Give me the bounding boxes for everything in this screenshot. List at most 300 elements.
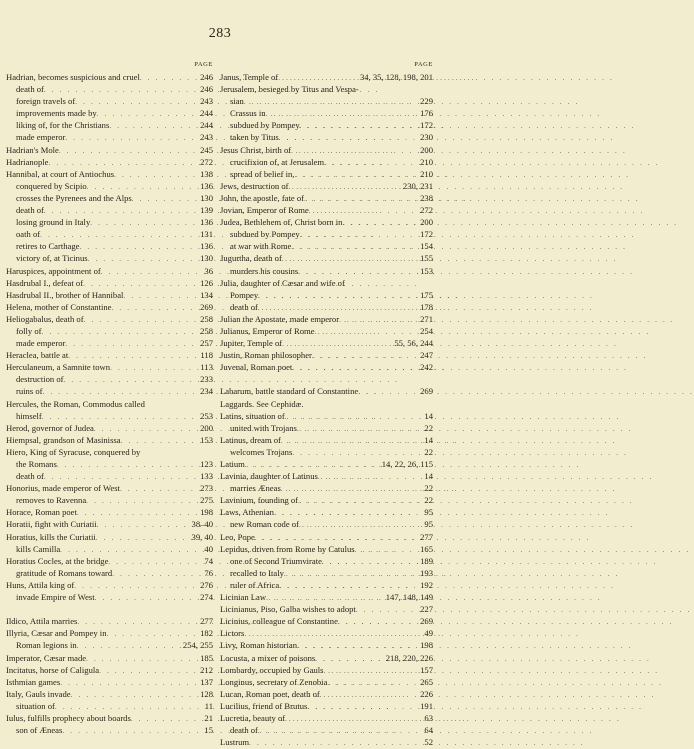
dot-leader <box>140 72 198 84</box>
entry-page-number: 246 <box>200 72 213 82</box>
entry-page-number: 136 <box>200 180 213 191</box>
entry-page-number: 134 <box>200 289 213 300</box>
entry-text: subdued by Pompey <box>230 120 300 131</box>
index-subentry <box>220 228 433 240</box>
entry-page-number: 269 <box>200 301 213 312</box>
entry-page-number: 185 <box>200 652 213 663</box>
dot-leader <box>90 217 198 229</box>
dot-leader <box>96 532 190 544</box>
entry-page-number: 269 <box>420 616 433 627</box>
entry-text: destruction of <box>16 374 64 385</box>
entry-page-number: 172 <box>420 229 433 240</box>
index-subentry <box>220 579 433 591</box>
entry-text: Laws, Athenian <box>220 507 274 518</box>
dot-leader <box>292 362 418 374</box>
index-subentry <box>6 567 213 579</box>
entry-text: Justin, Roman philosopher <box>220 350 312 361</box>
entry-text: Haruspices, appointment of <box>6 265 101 276</box>
entry-page-number: 153 <box>200 434 213 445</box>
dot-leader <box>97 519 190 531</box>
entry-page-number: 130 <box>200 192 213 203</box>
entry-text: Lucilius, friend of Brutus <box>220 700 308 711</box>
dot-leader <box>86 495 198 507</box>
index-entry <box>6 71 213 83</box>
index-entry <box>220 652 433 664</box>
dot-leader <box>304 193 418 205</box>
entry-text: Hannibal, at court of Antiochus <box>6 168 115 179</box>
index-entry <box>220 385 433 397</box>
entry-page-number: 14 <box>424 471 433 482</box>
entry-text: Pompey <box>230 289 259 300</box>
entry-text: Horatii, fight with Curiatii <box>6 519 97 530</box>
index-subentry <box>220 131 433 143</box>
entry-page-number: 244 <box>200 120 213 131</box>
dot-leader <box>244 96 418 108</box>
entry-text: Latinus, dream of <box>220 434 281 445</box>
index-entry <box>6 664 213 676</box>
dot-leader <box>109 120 198 132</box>
index-entry <box>220 531 433 543</box>
entry-page-number: 113 <box>200 362 213 373</box>
entry-page-number: 40 <box>204 543 213 554</box>
index-subentry <box>6 325 213 337</box>
index-subentry <box>6 700 213 712</box>
index-subentry <box>6 410 213 422</box>
entry-text: son of Æneas <box>16 725 63 736</box>
entry-page-number: 153 <box>420 265 433 276</box>
entry-text: death of <box>16 205 44 216</box>
entry-page-number: 210 <box>420 156 433 167</box>
entry-text: Livy, Roman historian <box>220 640 298 651</box>
entry-page-number: 136 <box>200 217 213 228</box>
index-subentry <box>220 95 433 107</box>
section-gap <box>6 603 213 615</box>
entry-page-number: 39, 40 <box>191 531 213 542</box>
entry-text: invade Empire of West <box>16 592 95 603</box>
entry-text: welcomes Trojans <box>230 446 293 457</box>
dot-leader <box>318 471 423 483</box>
entry-text: marries Æneas <box>230 483 281 494</box>
entry-text: death of <box>230 301 258 312</box>
entry-page-number: 131 <box>200 229 213 240</box>
index-subentry <box>220 289 433 301</box>
index-entry <box>6 398 213 410</box>
dot-leader <box>307 701 418 713</box>
entry-page-number: 200 <box>200 422 213 433</box>
entry-page-number: 136 <box>200 241 213 252</box>
index-entry <box>220 313 433 325</box>
index-entry <box>220 216 433 228</box>
entry-text: Latium <box>220 459 245 469</box>
entry-page-number: 139 <box>200 205 213 216</box>
dot-leader <box>338 616 418 628</box>
dot-leader <box>315 653 384 665</box>
entry-page-number: 63 <box>424 712 433 723</box>
entry-page-number: 230 <box>420 132 433 143</box>
entry-page-number: 138 <box>200 168 213 179</box>
entry-page-number: 191 <box>420 700 433 711</box>
dot-leader <box>285 713 422 725</box>
entry-text: removes to Ravenna <box>16 495 87 506</box>
section-gap <box>220 373 433 385</box>
entry-page-number: 245 <box>200 144 213 155</box>
entry-page-number: 273 <box>200 483 213 494</box>
index-entry <box>6 531 213 543</box>
index-subentry <box>6 107 213 119</box>
entry-text: ruins of <box>16 386 43 397</box>
entry-text: Lucan, Roman poet, death of <box>220 688 320 699</box>
dot-leader <box>88 253 198 265</box>
entry-page-number: 155 <box>420 253 433 264</box>
entry-page-number: 244 <box>200 108 213 119</box>
index-entry <box>220 410 433 422</box>
index-entry <box>6 676 213 688</box>
entry-page-number: 165 <box>420 543 433 554</box>
index-subentry <box>220 567 433 579</box>
dot-leader <box>65 132 198 144</box>
dot-leader <box>342 217 418 229</box>
dot-leader <box>95 592 198 604</box>
entry-text: Hadrianople <box>6 156 49 167</box>
index-entry <box>6 361 213 373</box>
entry-page-number: 95 <box>424 519 433 530</box>
index-subentry <box>6 119 213 131</box>
dot-leader <box>132 193 198 205</box>
entry-page-number: 234 <box>200 386 213 397</box>
index-entry <box>6 652 213 664</box>
index-entry <box>6 144 213 156</box>
dot-leader <box>322 556 418 568</box>
dot-leader <box>110 362 198 374</box>
entry-page-number: 22 <box>424 483 433 494</box>
entry-page-number: 175 <box>420 289 433 300</box>
entry-text: Judea, Bethlehem of, Christ born in <box>220 217 343 228</box>
entry-text: folly of <box>16 325 42 336</box>
index-entry <box>220 700 433 712</box>
index-entry <box>220 434 433 446</box>
entry-page-number: 192 <box>420 579 433 590</box>
entry-text: Laggards. See Cephidæ. <box>220 398 304 409</box>
dot-leader <box>86 653 198 665</box>
entry-page-number: 276 <box>200 579 213 590</box>
dot-leader <box>281 483 423 495</box>
entry-page-number: 198 <box>200 507 213 518</box>
dot-leader <box>300 229 418 241</box>
index-entry <box>220 192 433 204</box>
entry-text: Imperator, Cæsar made <box>6 652 87 663</box>
entry-text: Horatius, kills the Curiatii <box>6 531 96 542</box>
index-subentry <box>6 470 213 482</box>
entry-text: sian <box>230 96 244 107</box>
dot-leader <box>324 157 418 169</box>
entry-page-number: 137 <box>200 676 213 687</box>
index-subentry <box>6 240 213 252</box>
entry-page-number: 243 <box>200 96 213 107</box>
entry-page-number: 130 <box>200 253 213 264</box>
entry-page-number: 14 <box>424 410 433 421</box>
entry-text: Jovian, Emperor of Rome <box>220 205 309 216</box>
index-entry <box>220 337 433 349</box>
column-header-left: PAGE <box>194 61 213 68</box>
entry-text: Roman legions in <box>16 640 77 651</box>
entry-page-number: 64 <box>424 725 433 736</box>
entry-text: Honorius, made emperor of West <box>6 483 120 494</box>
index-entry <box>6 579 213 591</box>
entry-text: new Roman code of <box>230 519 299 530</box>
dot-leader <box>284 568 418 580</box>
entry-text: Hercules, the Roman, Commodus called <box>6 398 145 409</box>
entry-text: death of <box>230 725 258 736</box>
left-entries <box>6 71 213 736</box>
entry-text: foreign travels of <box>16 96 76 107</box>
index-subentry <box>6 494 213 506</box>
index-subentry <box>6 543 213 555</box>
entry-page-number: 242 <box>420 362 433 373</box>
entry-page-number: 227 <box>420 604 433 615</box>
dot-leader <box>320 689 418 701</box>
entry-page-number: 253 <box>200 410 213 421</box>
entry-text: Juvenal, Roman poet <box>220 362 293 373</box>
entry-text: the Romans <box>16 459 57 469</box>
entry-text: improvements made by <box>16 108 97 119</box>
entry-text: one of Second Triumvirate <box>230 555 322 566</box>
entry-text: Hiempsal, grandson of Masinissa <box>6 434 121 445</box>
entry-text: Crassus in <box>230 108 266 119</box>
dot-leader <box>282 253 418 265</box>
entry-page-number: 230, 231 <box>402 180 433 191</box>
index-entry <box>220 591 433 603</box>
entry-text: Incitatus, horse of Caligula <box>6 664 100 675</box>
entry-text: Italy, Gauls invade <box>6 688 71 699</box>
entry-page-number: 193 <box>420 567 433 578</box>
dot-leader <box>258 725 422 737</box>
index-entry <box>220 361 433 373</box>
entry-text: Helena, mother of Constantine <box>6 301 112 312</box>
entry-page-number: 123 <box>200 459 213 469</box>
dot-leader <box>358 386 418 398</box>
index-subentry <box>220 240 433 252</box>
entry-text: John, the apostle, fate of <box>220 192 305 203</box>
index-entry <box>220 252 433 264</box>
entry-text: Jesus Christ, birth of <box>220 144 292 155</box>
entry-text: Hadrian's Mole <box>6 144 59 155</box>
dot-leader <box>112 568 202 580</box>
index-subentry <box>6 180 213 192</box>
dot-leader <box>65 338 198 350</box>
entry-page-number: 272 <box>200 156 213 167</box>
dot-leader <box>84 314 199 326</box>
entry-page-number: 265 <box>420 676 433 687</box>
entry-page-number: 147, 148, 149 <box>385 592 433 603</box>
index-subentry <box>6 204 213 216</box>
index-entry <box>6 349 213 361</box>
entry-page-number: 246 <box>200 84 213 95</box>
index-entry <box>6 434 213 446</box>
entry-text: recalled to Italy <box>230 567 284 578</box>
entry-text: at war with Rome <box>230 241 292 252</box>
dot-leader <box>108 556 202 568</box>
dot-leader <box>324 665 419 677</box>
index-entry <box>220 664 433 676</box>
index-subentry <box>220 555 433 567</box>
entry-text: himself <box>16 410 42 421</box>
index-entry <box>220 398 433 410</box>
entry-page-number: 22 <box>424 446 433 457</box>
entry-page-number: 210 <box>420 168 433 179</box>
index-entry <box>220 325 433 337</box>
index-subentry <box>6 385 213 397</box>
entry-page-number: 269 <box>420 386 433 397</box>
index-subentry <box>220 446 433 458</box>
entry-page-number: 128 <box>200 688 213 699</box>
entry-page-number: 38–40 <box>191 519 213 530</box>
index-subentry <box>220 107 433 119</box>
entry-text: Hasdrubal II., brother of Hannibal <box>6 289 124 300</box>
entry-text: Jerusalem, besieged by Titus and Vespa- <box>220 84 359 95</box>
dot-leader <box>289 181 401 193</box>
index-subentry <box>6 95 213 107</box>
dot-leader <box>111 302 198 314</box>
dot-leader <box>356 604 418 616</box>
entry-page-number: 34, 35, 128, 198, 201 <box>359 72 433 82</box>
entry-page-number: 258 <box>200 313 213 324</box>
index-entry <box>6 265 213 277</box>
dot-leader <box>299 519 422 531</box>
dot-leader <box>101 266 203 278</box>
entry-text: made emperor <box>16 338 66 349</box>
entry-text: Julianus, Emperor of Rome <box>220 325 315 336</box>
entry-page-number: 238 <box>420 192 433 203</box>
entry-text: Longinus, secretary of Zenobia <box>220 676 328 687</box>
entry-text: subdued by Pompey <box>230 229 300 240</box>
entry-page-number: 22 <box>424 422 433 433</box>
entry-text: Licinianus, Piso, Galba wishes to adopt <box>220 604 356 615</box>
entry-page-number: 275 <box>200 495 213 506</box>
index-subentry <box>220 301 433 313</box>
index-entry <box>6 446 213 458</box>
entry-text: Labarum, battle standard of Constantine <box>220 386 359 397</box>
dot-leader <box>298 495 422 507</box>
index-entry <box>6 289 213 301</box>
entry-text: taken by Titus <box>230 132 279 143</box>
index-subentry <box>6 639 213 651</box>
index-column-left <box>6 59 213 736</box>
index-entry <box>6 555 213 567</box>
entry-text: Licinius, colleague of Constantine <box>220 616 338 627</box>
entry-text: liking of, for the Christians <box>16 120 110 131</box>
index-subentry <box>6 252 213 264</box>
entry-text: Jews, destruction of <box>220 180 289 191</box>
entry-page-number: 172 <box>420 120 433 131</box>
entry-page-number: 277 <box>420 531 433 542</box>
dot-leader <box>59 145 198 157</box>
entry-page-number: 133 <box>200 471 213 482</box>
entry-page-number: 218, 220, 226 <box>385 652 433 663</box>
index-entry <box>220 180 433 192</box>
entry-page-number: 189 <box>420 555 433 566</box>
index-entry <box>6 313 213 325</box>
index-subentry <box>6 228 213 240</box>
entry-text: Janus, Temple of <box>220 72 279 82</box>
entry-page-number: 182 <box>200 628 213 639</box>
entry-page-number: 212 <box>200 664 213 675</box>
dot-leader <box>62 725 202 737</box>
entry-text: spread of belief in, <box>230 168 295 179</box>
dot-leader <box>77 640 181 652</box>
entry-page-number: 126 <box>200 277 213 288</box>
index-entry <box>220 736 433 748</box>
index-entry <box>6 615 213 627</box>
entry-page-number: 76 <box>204 567 213 578</box>
entry-page-number: 257 <box>200 338 213 349</box>
dot-leader <box>120 483 198 495</box>
entry-page-number: 198 <box>420 640 433 651</box>
index-subentry <box>6 373 213 385</box>
index-entry <box>220 83 433 95</box>
index-entry <box>220 144 433 156</box>
index-entry <box>220 204 433 216</box>
index-subentry <box>6 131 213 143</box>
index-entry <box>6 168 213 180</box>
entry-text: Lictors <box>220 628 245 639</box>
index-entry <box>220 712 433 724</box>
index-entry <box>220 603 433 615</box>
index-entry <box>6 277 213 289</box>
entry-text: Julian the Apostate, made emperor <box>220 313 340 324</box>
entry-text: Hasdrubal I., defeat of <box>6 277 84 288</box>
entry-text: Locusta, a mixer of poisons <box>220 652 316 663</box>
entry-page-number: 226 <box>420 688 433 699</box>
entry-page-number: 277 <box>200 616 213 627</box>
entry-text: losing ground in Italy <box>16 217 91 228</box>
index-subentry <box>220 422 433 434</box>
index-entry <box>6 688 213 700</box>
entry-text: Lombardy, occupied by Gauls <box>220 664 324 675</box>
entry-page-number: 274 <box>200 592 213 603</box>
entry-page-number: 200 <box>420 217 433 228</box>
dot-leader <box>285 411 423 423</box>
entry-text: made emperor <box>16 132 66 143</box>
index-subentry <box>220 724 433 736</box>
entry-text: death of <box>16 471 44 482</box>
index-subentry <box>6 458 213 470</box>
entry-text: Lustrum <box>220 737 250 748</box>
entry-page-number: 247 <box>420 350 433 361</box>
index-entry <box>220 627 433 639</box>
entry-page-number: 14 <box>424 434 433 445</box>
entry-page-number: 233 <box>200 374 213 385</box>
entry-page-number: 14, 22, 26, 115 <box>381 459 433 469</box>
index-subentry <box>220 168 433 180</box>
entry-page-number: 243 <box>200 132 213 143</box>
entry-text: death of <box>16 84 44 95</box>
entry-text: Isthmian games <box>6 676 61 687</box>
index-entry <box>6 518 213 530</box>
dot-leader <box>114 169 198 181</box>
entry-text: ruler of Africa <box>230 579 280 590</box>
dot-leader <box>57 459 198 471</box>
index-entry <box>6 506 213 518</box>
entry-page-number: 272 <box>420 205 433 216</box>
dot-leader <box>339 314 418 326</box>
entry-page-number: 176 <box>420 108 433 119</box>
index-entry <box>6 712 213 724</box>
entry-text: Herod, governor of Judea <box>6 422 94 433</box>
entry-page-number: 21 <box>204 712 213 723</box>
index-entry <box>220 639 433 651</box>
entry-text: murders his cousins <box>230 265 299 276</box>
entry-text: Horatius Cocles, at the bridge <box>6 555 109 566</box>
